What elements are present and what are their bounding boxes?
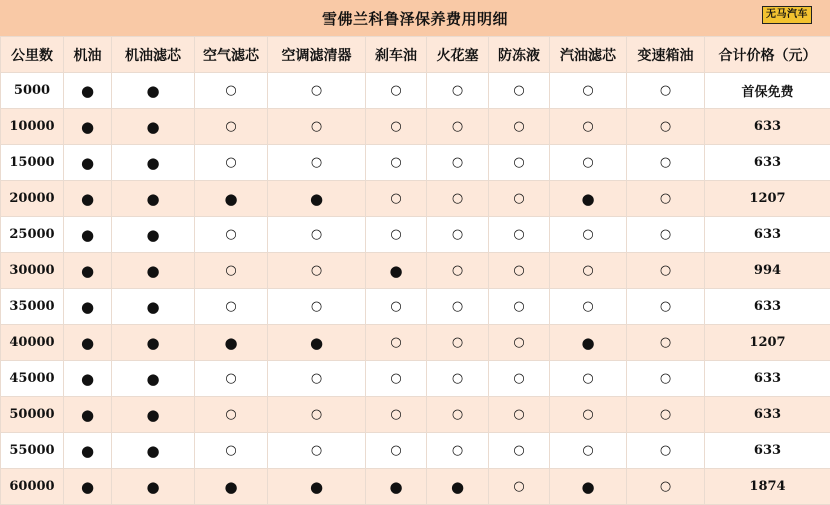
replace-mark-icon: ● bbox=[112, 217, 195, 253]
mileage-cell: 55000 bbox=[1, 433, 64, 469]
check-mark-icon: ○ bbox=[489, 289, 550, 325]
replace-mark-icon: ● bbox=[366, 469, 427, 505]
check-mark-icon: ○ bbox=[550, 433, 627, 469]
table-row bbox=[1, 361, 830, 397]
replace-mark-icon: ● bbox=[64, 217, 112, 253]
check-mark-icon: ○ bbox=[268, 253, 366, 289]
replace-mark-icon: ● bbox=[112, 325, 195, 361]
check-mark-icon: ○ bbox=[195, 145, 268, 181]
mileage-cell: 40000 bbox=[1, 325, 64, 361]
total-price-cell: 633 bbox=[705, 217, 830, 253]
replace-mark-icon: ● bbox=[112, 433, 195, 469]
check-mark-icon: ○ bbox=[550, 217, 627, 253]
check-mark-icon: ○ bbox=[627, 253, 705, 289]
check-mark-icon: ○ bbox=[366, 361, 427, 397]
replace-mark-icon: ● bbox=[550, 469, 627, 505]
check-mark-icon: ○ bbox=[427, 217, 489, 253]
check-mark-icon: ○ bbox=[268, 289, 366, 325]
replace-mark-icon: ● bbox=[550, 325, 627, 361]
check-mark-icon: ○ bbox=[268, 361, 366, 397]
check-mark-icon: ○ bbox=[627, 325, 705, 361]
column-header: 变速箱油 bbox=[627, 37, 705, 73]
table-row bbox=[1, 217, 830, 253]
check-mark-icon: ○ bbox=[427, 145, 489, 181]
replace-mark-icon: ● bbox=[64, 109, 112, 145]
table-row bbox=[1, 397, 830, 433]
check-mark-icon: ○ bbox=[489, 433, 550, 469]
check-mark-icon: ○ bbox=[427, 181, 489, 217]
check-mark-icon: ○ bbox=[366, 73, 427, 109]
check-mark-icon: ○ bbox=[268, 217, 366, 253]
replace-mark-icon: ● bbox=[112, 253, 195, 289]
column-header: 汽油滤芯 bbox=[550, 37, 627, 73]
check-mark-icon: ○ bbox=[366, 397, 427, 433]
check-mark-icon: ○ bbox=[550, 397, 627, 433]
replace-mark-icon: ● bbox=[550, 181, 627, 217]
check-mark-icon: ○ bbox=[427, 397, 489, 433]
check-mark-icon: ○ bbox=[195, 361, 268, 397]
replace-mark-icon: ● bbox=[112, 361, 195, 397]
replace-mark-icon: ● bbox=[268, 325, 366, 361]
check-mark-icon: ○ bbox=[268, 433, 366, 469]
check-mark-icon: ○ bbox=[489, 253, 550, 289]
mileage-cell: 20000 bbox=[1, 181, 64, 217]
check-mark-icon: ○ bbox=[489, 397, 550, 433]
replace-mark-icon: ● bbox=[64, 469, 112, 505]
check-mark-icon: ○ bbox=[366, 289, 427, 325]
mileage-cell: 60000 bbox=[1, 469, 64, 505]
check-mark-icon: ○ bbox=[550, 289, 627, 325]
check-mark-icon: ○ bbox=[627, 433, 705, 469]
check-mark-icon: ○ bbox=[366, 217, 427, 253]
table-row bbox=[1, 253, 830, 289]
check-mark-icon: ○ bbox=[550, 73, 627, 109]
check-mark-icon: ○ bbox=[427, 361, 489, 397]
replace-mark-icon: ● bbox=[268, 469, 366, 505]
table-row bbox=[1, 289, 830, 325]
check-mark-icon: ○ bbox=[366, 181, 427, 217]
header-row bbox=[1, 37, 830, 73]
check-mark-icon: ○ bbox=[550, 145, 627, 181]
column-header: 空调滤清器 bbox=[268, 37, 366, 73]
check-mark-icon: ○ bbox=[366, 325, 427, 361]
check-mark-icon: ○ bbox=[627, 73, 705, 109]
check-mark-icon: ○ bbox=[195, 73, 268, 109]
replace-mark-icon: ● bbox=[64, 73, 112, 109]
replace-mark-icon: ● bbox=[427, 469, 489, 505]
total-price-cell: 633 bbox=[705, 361, 830, 397]
replace-mark-icon: ● bbox=[64, 433, 112, 469]
column-header: 空气滤芯 bbox=[195, 37, 268, 73]
replace-mark-icon: ● bbox=[195, 325, 268, 361]
total-price-cell: 633 bbox=[705, 109, 830, 145]
replace-mark-icon: ● bbox=[112, 469, 195, 505]
check-mark-icon: ○ bbox=[489, 109, 550, 145]
maintenance-table bbox=[0, 36, 830, 505]
replace-mark-icon: ● bbox=[64, 325, 112, 361]
check-mark-icon: ○ bbox=[427, 253, 489, 289]
column-header: 合计价格（元） bbox=[705, 37, 830, 73]
check-mark-icon: ○ bbox=[627, 145, 705, 181]
replace-mark-icon: ● bbox=[64, 397, 112, 433]
column-header: 机油 bbox=[64, 37, 112, 73]
total-price-cell: 1207 bbox=[705, 181, 830, 217]
replace-mark-icon: ● bbox=[195, 469, 268, 505]
check-mark-icon: ○ bbox=[489, 73, 550, 109]
check-mark-icon: ○ bbox=[195, 109, 268, 145]
replace-mark-icon: ● bbox=[112, 397, 195, 433]
replace-mark-icon: ● bbox=[112, 145, 195, 181]
check-mark-icon: ○ bbox=[195, 217, 268, 253]
check-mark-icon: ○ bbox=[195, 397, 268, 433]
check-mark-icon: ○ bbox=[427, 289, 489, 325]
column-header: 火花塞 bbox=[427, 37, 489, 73]
check-mark-icon: ○ bbox=[627, 217, 705, 253]
column-header: 机油滤芯 bbox=[112, 37, 195, 73]
table-row bbox=[1, 145, 830, 181]
title-bar bbox=[0, 0, 830, 36]
check-mark-icon: ○ bbox=[627, 109, 705, 145]
total-price-cell: 1207 bbox=[705, 325, 830, 361]
check-mark-icon: ○ bbox=[427, 325, 489, 361]
check-mark-icon: ○ bbox=[427, 73, 489, 109]
mileage-cell: 50000 bbox=[1, 397, 64, 433]
check-mark-icon: ○ bbox=[550, 361, 627, 397]
total-price-cell: 633 bbox=[705, 289, 830, 325]
table-body bbox=[1, 73, 830, 505]
check-mark-icon: ○ bbox=[427, 109, 489, 145]
brand-logo: 无马汽车 bbox=[762, 6, 812, 24]
check-mark-icon: ○ bbox=[195, 289, 268, 325]
column-header: 公里数 bbox=[1, 37, 64, 73]
check-mark-icon: ○ bbox=[366, 145, 427, 181]
total-price-cell: 994 bbox=[705, 253, 830, 289]
replace-mark-icon: ● bbox=[195, 181, 268, 217]
check-mark-icon: ○ bbox=[268, 397, 366, 433]
replace-mark-icon: ● bbox=[366, 253, 427, 289]
mileage-cell: 15000 bbox=[1, 145, 64, 181]
check-mark-icon: ○ bbox=[550, 109, 627, 145]
check-mark-icon: ○ bbox=[366, 109, 427, 145]
replace-mark-icon: ● bbox=[64, 145, 112, 181]
check-mark-icon: ○ bbox=[489, 361, 550, 397]
replace-mark-icon: ● bbox=[64, 289, 112, 325]
total-price-cell: 首保免费 bbox=[705, 73, 830, 109]
column-header: 防冻液 bbox=[489, 37, 550, 73]
replace-mark-icon: ● bbox=[64, 253, 112, 289]
check-mark-icon: ○ bbox=[427, 433, 489, 469]
replace-mark-icon: ● bbox=[64, 361, 112, 397]
check-mark-icon: ○ bbox=[268, 109, 366, 145]
page-title: 雪佛兰科鲁泽保养费用明细 bbox=[322, 8, 508, 29]
replace-mark-icon: ● bbox=[112, 109, 195, 145]
check-mark-icon: ○ bbox=[489, 469, 550, 505]
check-mark-icon: ○ bbox=[627, 289, 705, 325]
mileage-cell: 30000 bbox=[1, 253, 64, 289]
replace-mark-icon: ● bbox=[64, 181, 112, 217]
total-price-cell: 633 bbox=[705, 145, 830, 181]
table-row bbox=[1, 469, 830, 505]
check-mark-icon: ○ bbox=[489, 145, 550, 181]
mileage-cell: 10000 bbox=[1, 109, 64, 145]
check-mark-icon: ○ bbox=[489, 217, 550, 253]
mileage-cell: 25000 bbox=[1, 217, 64, 253]
check-mark-icon: ○ bbox=[627, 397, 705, 433]
table-row bbox=[1, 73, 830, 109]
column-header: 刹车油 bbox=[366, 37, 427, 73]
check-mark-icon: ○ bbox=[268, 145, 366, 181]
check-mark-icon: ○ bbox=[195, 253, 268, 289]
mileage-cell: 5000 bbox=[1, 73, 64, 109]
mileage-cell: 35000 bbox=[1, 289, 64, 325]
check-mark-icon: ○ bbox=[489, 325, 550, 361]
total-price-cell: 633 bbox=[705, 397, 830, 433]
total-price-cell: 1874 bbox=[705, 469, 830, 505]
check-mark-icon: ○ bbox=[627, 469, 705, 505]
check-mark-icon: ○ bbox=[627, 181, 705, 217]
replace-mark-icon: ● bbox=[112, 181, 195, 217]
check-mark-icon: ○ bbox=[550, 253, 627, 289]
table-row bbox=[1, 433, 830, 469]
table-row bbox=[1, 109, 830, 145]
check-mark-icon: ○ bbox=[627, 361, 705, 397]
check-mark-icon: ○ bbox=[366, 433, 427, 469]
replace-mark-icon: ● bbox=[112, 73, 195, 109]
replace-mark-icon: ● bbox=[268, 181, 366, 217]
check-mark-icon: ○ bbox=[489, 181, 550, 217]
table-row bbox=[1, 181, 830, 217]
check-mark-icon: ○ bbox=[268, 73, 366, 109]
check-mark-icon: ○ bbox=[195, 433, 268, 469]
replace-mark-icon: ● bbox=[112, 289, 195, 325]
total-price-cell: 633 bbox=[705, 433, 830, 469]
table-row bbox=[1, 325, 830, 361]
mileage-cell: 45000 bbox=[1, 361, 64, 397]
